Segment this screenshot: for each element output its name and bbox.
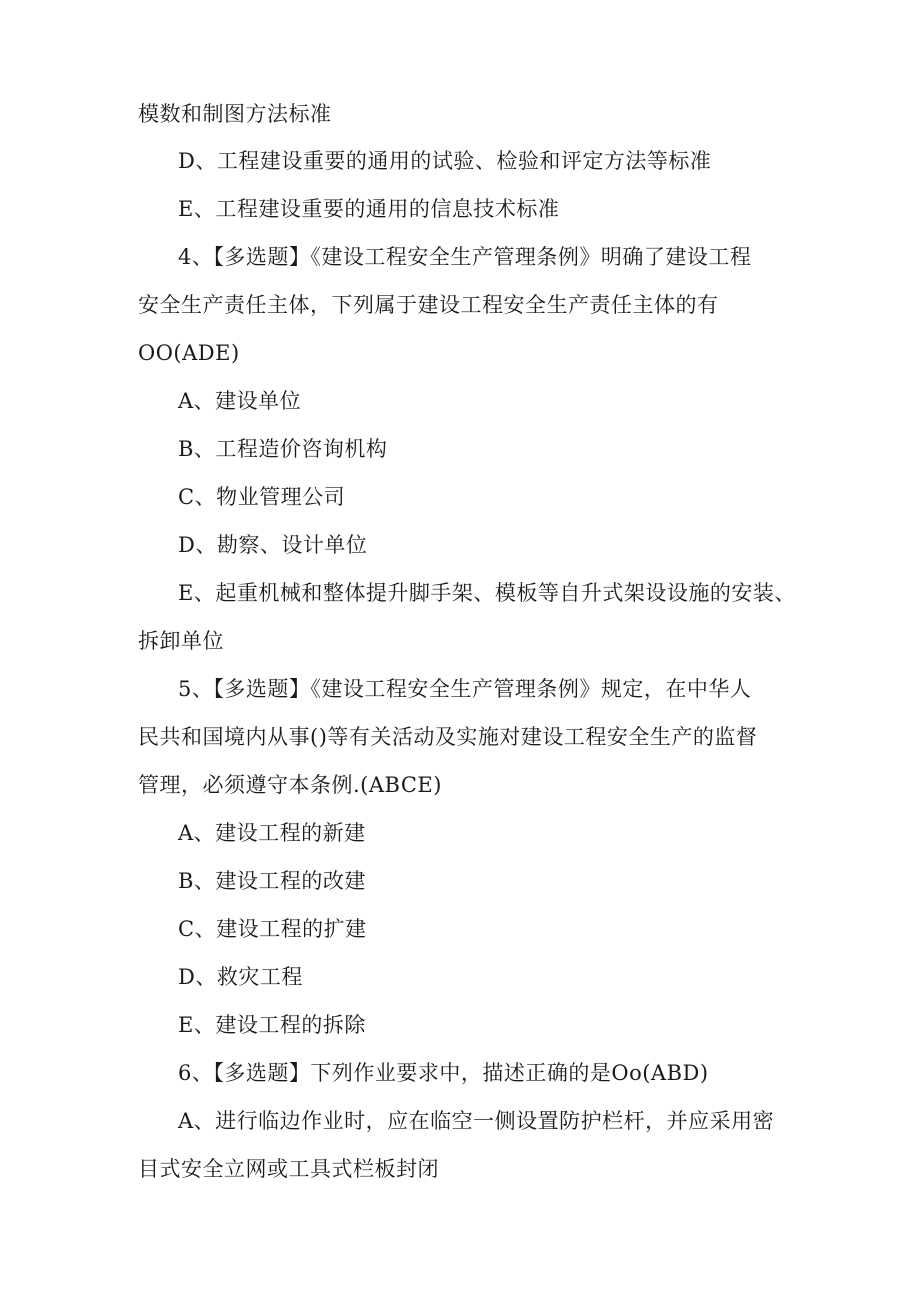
option-line: D、工程建设重要的通用的试验、检验和评定方法等标准 bbox=[178, 149, 712, 173]
option-line-continued: 拆卸单位 bbox=[138, 629, 224, 653]
question-answer: OO(ADE) bbox=[138, 341, 240, 365]
text-line: 模数和制图方法标准 bbox=[138, 102, 332, 126]
question-answer: 管理，必须遵守本条例.(ABCE) bbox=[138, 773, 442, 797]
question-line: 民共和国境内从事()等有关活动及实施对建设工程安全生产的监督 bbox=[138, 725, 758, 749]
question-line: 6、【多选题】下列作业要求中，描述正确的是Oo(ABD) bbox=[178, 1061, 709, 1085]
option-line: A、进行临边作业时，应在临空一侧设置防护栏杆，并应采用密 bbox=[178, 1109, 775, 1133]
option-line: E、工程建设重要的通用的信息技术标准 bbox=[178, 197, 560, 221]
option-line: B、建设工程的改建 bbox=[178, 869, 366, 893]
option-line: E、建设工程的拆除 bbox=[178, 1013, 366, 1037]
question-line: 安全生产责任主体，下列属于建设工程安全生产责任主体的有 bbox=[138, 293, 719, 317]
option-line: E、起重机械和整体提升脚手架、模板等自升式架设设施的安装、 bbox=[178, 581, 796, 605]
option-line: C、建设工程的扩建 bbox=[178, 917, 367, 941]
option-line: D、勘察、设计单位 bbox=[178, 533, 368, 557]
option-line: A、建设工程的新建 bbox=[178, 821, 366, 845]
question-line: 4、【多选题】《建设工程安全生产管理条例》明确了建设工程 bbox=[178, 245, 752, 269]
question-line: 5、【多选题】《建设工程安全生产管理条例》规定，在中华人 bbox=[178, 677, 752, 701]
option-line: C、物业管理公司 bbox=[178, 485, 346, 509]
option-line-continued: 目式安全立网或工具式栏板封闭 bbox=[138, 1157, 439, 1181]
option-line: D、救灾工程 bbox=[178, 965, 303, 989]
option-line: A、建设单位 bbox=[178, 389, 302, 413]
option-line: B、工程造价咨询机构 bbox=[178, 437, 388, 461]
